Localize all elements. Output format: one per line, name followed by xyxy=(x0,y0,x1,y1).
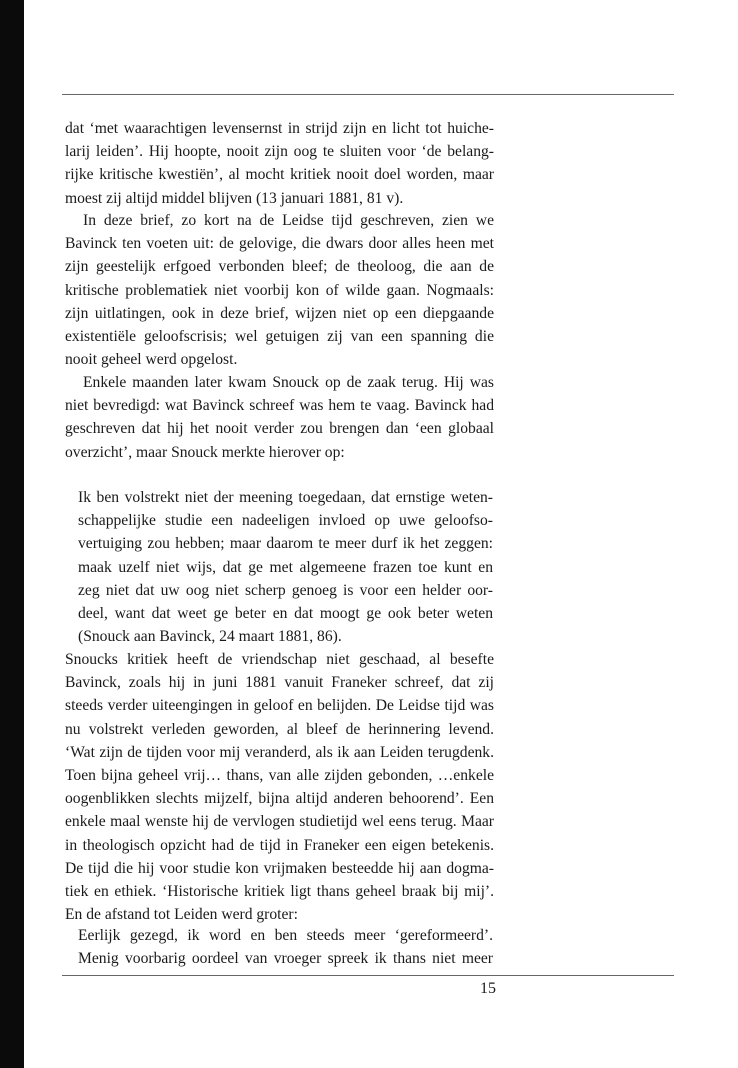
text-line: enkele maal wenste hij de vervlogen studietijd wel eens terug. Maar xyxy=(65,813,494,831)
text-line: Menig voorbarig oordeel van vroeger spreek ik thans niet meer xyxy=(78,950,493,968)
text-line: moest zij altijd middel blijven (13 januari 1881, 81 v). xyxy=(65,189,404,207)
text-line: larij leiden’. Hij hoopte, nooit zijn oog te sluiten voor ‘de belang- xyxy=(65,143,494,161)
paragraph-4 xyxy=(65,648,494,926)
text-line: (Snouck aan Bavinck, 24 maart 1881, 86). xyxy=(78,628,342,646)
text-line: zeg niet dat uw oog niet scherp genoeg is voor een helder oor- xyxy=(78,581,493,599)
text-line: Enkele maanden later kwam Snouck op de zaak terug. Hij was xyxy=(83,374,494,391)
text-line: Bavinck, zoals hij in juni 1881 vanuit Franeker schreef, dat zij xyxy=(65,674,494,692)
text-line: deel, want dat weet ge beter en dat moogt ge ook beter weten xyxy=(78,605,493,623)
text-line: niet bevredigd: wat Bavinck schreef was hem te vaag. Bavinck had xyxy=(65,397,494,415)
paragraph-1 xyxy=(65,117,494,210)
text-line: In deze brief, zo kort na de Leidse tijd geschreven, zien we xyxy=(83,212,494,229)
scan-edge xyxy=(0,0,24,1068)
text-line: ‘Wat zijn de tijden voor mij veranderd, als ik aan Leiden terugdenk. xyxy=(65,743,494,761)
text-line: nooit geheel werd opgelost. xyxy=(65,351,238,369)
text-line: steeds verder uiteengingen in geloof en belijden. De Leidse tijd was xyxy=(65,697,494,715)
text-line: De tijd die hij voor studie kon vrijmaken besteedde hij aan dogma- xyxy=(65,859,494,877)
text-line: geschreven dat hij het nooit verder zou brengen dan ‘een globaal xyxy=(65,420,494,438)
text-line: Ik ben volstrekt niet der meening toegedaan, dat ernstige weten- xyxy=(78,489,493,506)
text-line: schappelijke studie een nadeeligen invloed op uwe geloofso- xyxy=(78,512,493,530)
text-line: in theologisch opzicht had de tijd in Franeker een eigen betekenis. xyxy=(65,836,494,854)
block-quote-1 xyxy=(65,486,493,648)
text-line: existentiële geloofscrisis; wel getuigen zij van een spanning die xyxy=(65,328,494,346)
paragraph-2 xyxy=(65,209,494,371)
text-line: zijn geestelijk erfgoed verbonden bleef; de theoloog, die aan de xyxy=(65,258,494,276)
page-number: 15 xyxy=(480,980,496,997)
text-line: Snoucks kritiek heeft de vriendschap niet geschaad, al besefte xyxy=(65,651,494,668)
text-line: kritische problematiek niet voorbij kon of wilde gaan. Nogmaals: xyxy=(65,281,494,299)
paragraph-3 xyxy=(65,371,494,464)
text-line: dat ‘met waarachtigen levensernst in strijd zijn en licht tot huiche- xyxy=(65,120,494,137)
text-line: vertuiging zou hebben; maar daarom te meer durf ik het zeggen: xyxy=(78,535,493,553)
text-line: Eerlijk gezegd, ik word en ben steeds meer ‘gereformeerd’. xyxy=(78,927,493,944)
text-line: Toen bijna geheel vrij… thans, van alle zijden gebonden, …enkele xyxy=(65,767,494,785)
text-line: rijke kritische kwestiën’, al mocht kritiek nooit doel worden, maar xyxy=(65,166,494,184)
text-line: overzicht’, maar Snouck merkte hierover op: xyxy=(65,443,345,461)
text-line: Bavinck ten voeten uit: de gelovige, die dwars door alles heen met xyxy=(65,235,494,253)
bottom-rule xyxy=(62,975,674,976)
top-rule xyxy=(62,94,674,95)
text-line: maak uzelf niet wijs, dat ge met algemeene frazen toe kunt en xyxy=(78,558,493,576)
text-line: oogenblikken slechts mijzelf, bijna altijd anderen behoorend’. Een xyxy=(65,790,494,808)
text-line: nu volstrekt verleden geworden, al bleef de herinnering levend. xyxy=(65,720,494,738)
block-quote-2 xyxy=(65,924,493,970)
text-line: En de afstand tot Leiden werd groter: xyxy=(65,906,298,924)
text-line: tiek en ethiek. ‘Historische kritiek ligt thans geheel braak bij mij’. xyxy=(65,883,494,901)
text-line: zijn uitlatingen, ook in deze brief, wijzen niet op een diepgaande xyxy=(65,304,494,322)
